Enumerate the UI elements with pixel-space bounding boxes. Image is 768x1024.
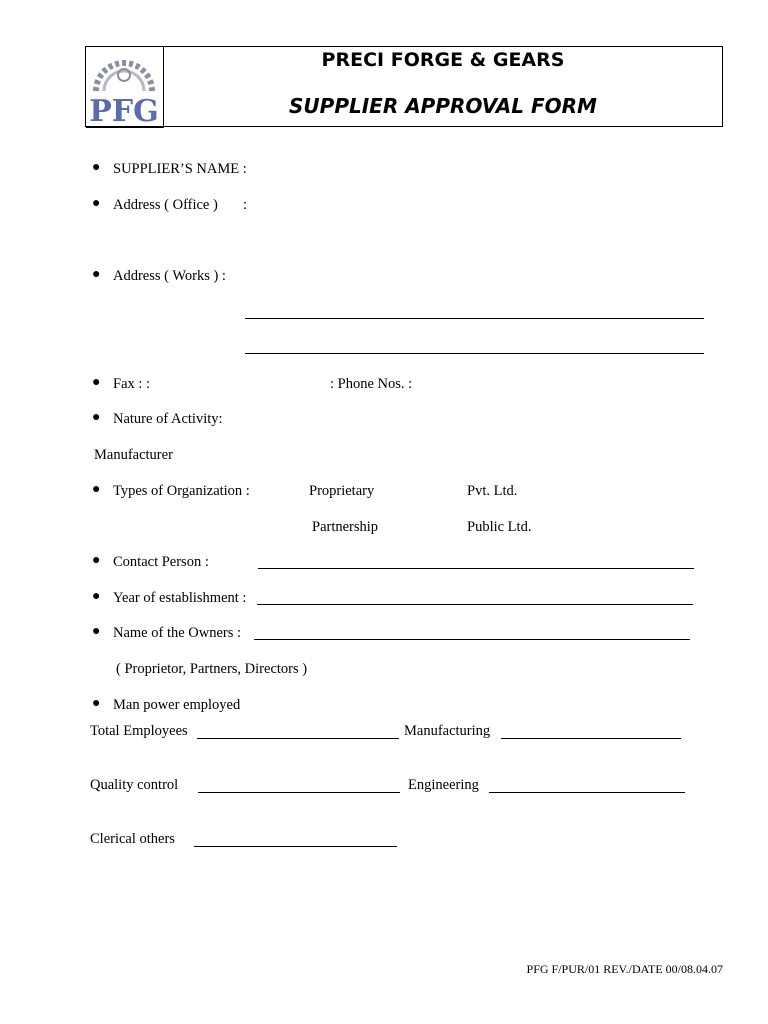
bullet-icon: ● [92, 482, 101, 497]
year-est-label: Year of establishment : [113, 590, 247, 606]
total-employees-label: Total Employees [90, 723, 188, 739]
clerical-line[interactable] [194, 846, 397, 847]
address-works-label: Address ( Works ) : [113, 268, 226, 284]
pvt-ltd-option[interactable]: Pvt. Ltd. [467, 483, 518, 499]
supplier-name-label: SUPPLIER’S NAME : [113, 161, 247, 177]
bullet-icon: ● [92, 589, 101, 604]
bullet-icon: ● [92, 267, 101, 282]
logo-text: PFG [89, 94, 159, 125]
types-org-label: Types of Organization : [113, 483, 250, 499]
fax-label: Fax : : [113, 376, 151, 392]
bullet-icon: ● [92, 696, 101, 711]
contact-person-line[interactable] [258, 568, 694, 569]
bullet-icon: ● [92, 410, 101, 425]
nature-activity-label: Nature of Activity: [113, 411, 223, 427]
address-works-line-1[interactable] [245, 318, 704, 319]
bullet-icon: ● [92, 553, 101, 568]
bullet-icon: ● [92, 196, 101, 211]
gear-logo-icon [86, 47, 162, 125]
owners-note: ( Proprietor, Partners, Directors ) [116, 661, 308, 677]
address-office-colon: : [243, 197, 248, 213]
company-logo [86, 47, 164, 128]
manufacturer-option[interactable]: Manufacturer [94, 447, 173, 463]
manufacturing-label: Manufacturing [404, 723, 491, 739]
year-est-line[interactable] [257, 604, 693, 605]
partnership-option[interactable]: Partnership [312, 519, 379, 535]
company-name: PRECI FORGE & GEARS [321, 49, 565, 71]
proprietary-option[interactable]: Proprietary [309, 483, 375, 499]
address-office-label: Address ( Office ) [113, 197, 218, 213]
total-employees-line[interactable] [197, 738, 399, 739]
manufacturing-line[interactable] [501, 738, 681, 739]
engineering-line[interactable] [489, 792, 685, 793]
bullet-icon: ● [92, 624, 101, 639]
engineering-label: Engineering [408, 777, 479, 793]
form-reference: PFG F/PUR/01 REV./DATE 00/08.04.07 [526, 962, 723, 976]
quality-control-line[interactable] [198, 792, 400, 793]
phone-label: : Phone Nos. : [330, 376, 413, 392]
form-header [85, 46, 723, 127]
form-title: SUPPLIER APPROVAL FORM [289, 94, 597, 118]
owners-line[interactable] [254, 639, 690, 640]
address-works-line-2[interactable] [245, 353, 704, 354]
manpower-label: Man power employed [113, 697, 241, 713]
owners-label: Name of the Owners : [113, 625, 242, 641]
clerical-label: Clerical others [90, 831, 175, 847]
public-ltd-option[interactable]: Public Ltd. [467, 519, 532, 535]
bullet-icon: ● [92, 160, 101, 175]
contact-person-label: Contact Person : [113, 554, 209, 570]
bullet-icon: ● [92, 375, 101, 390]
quality-control-label: Quality control [90, 777, 179, 793]
